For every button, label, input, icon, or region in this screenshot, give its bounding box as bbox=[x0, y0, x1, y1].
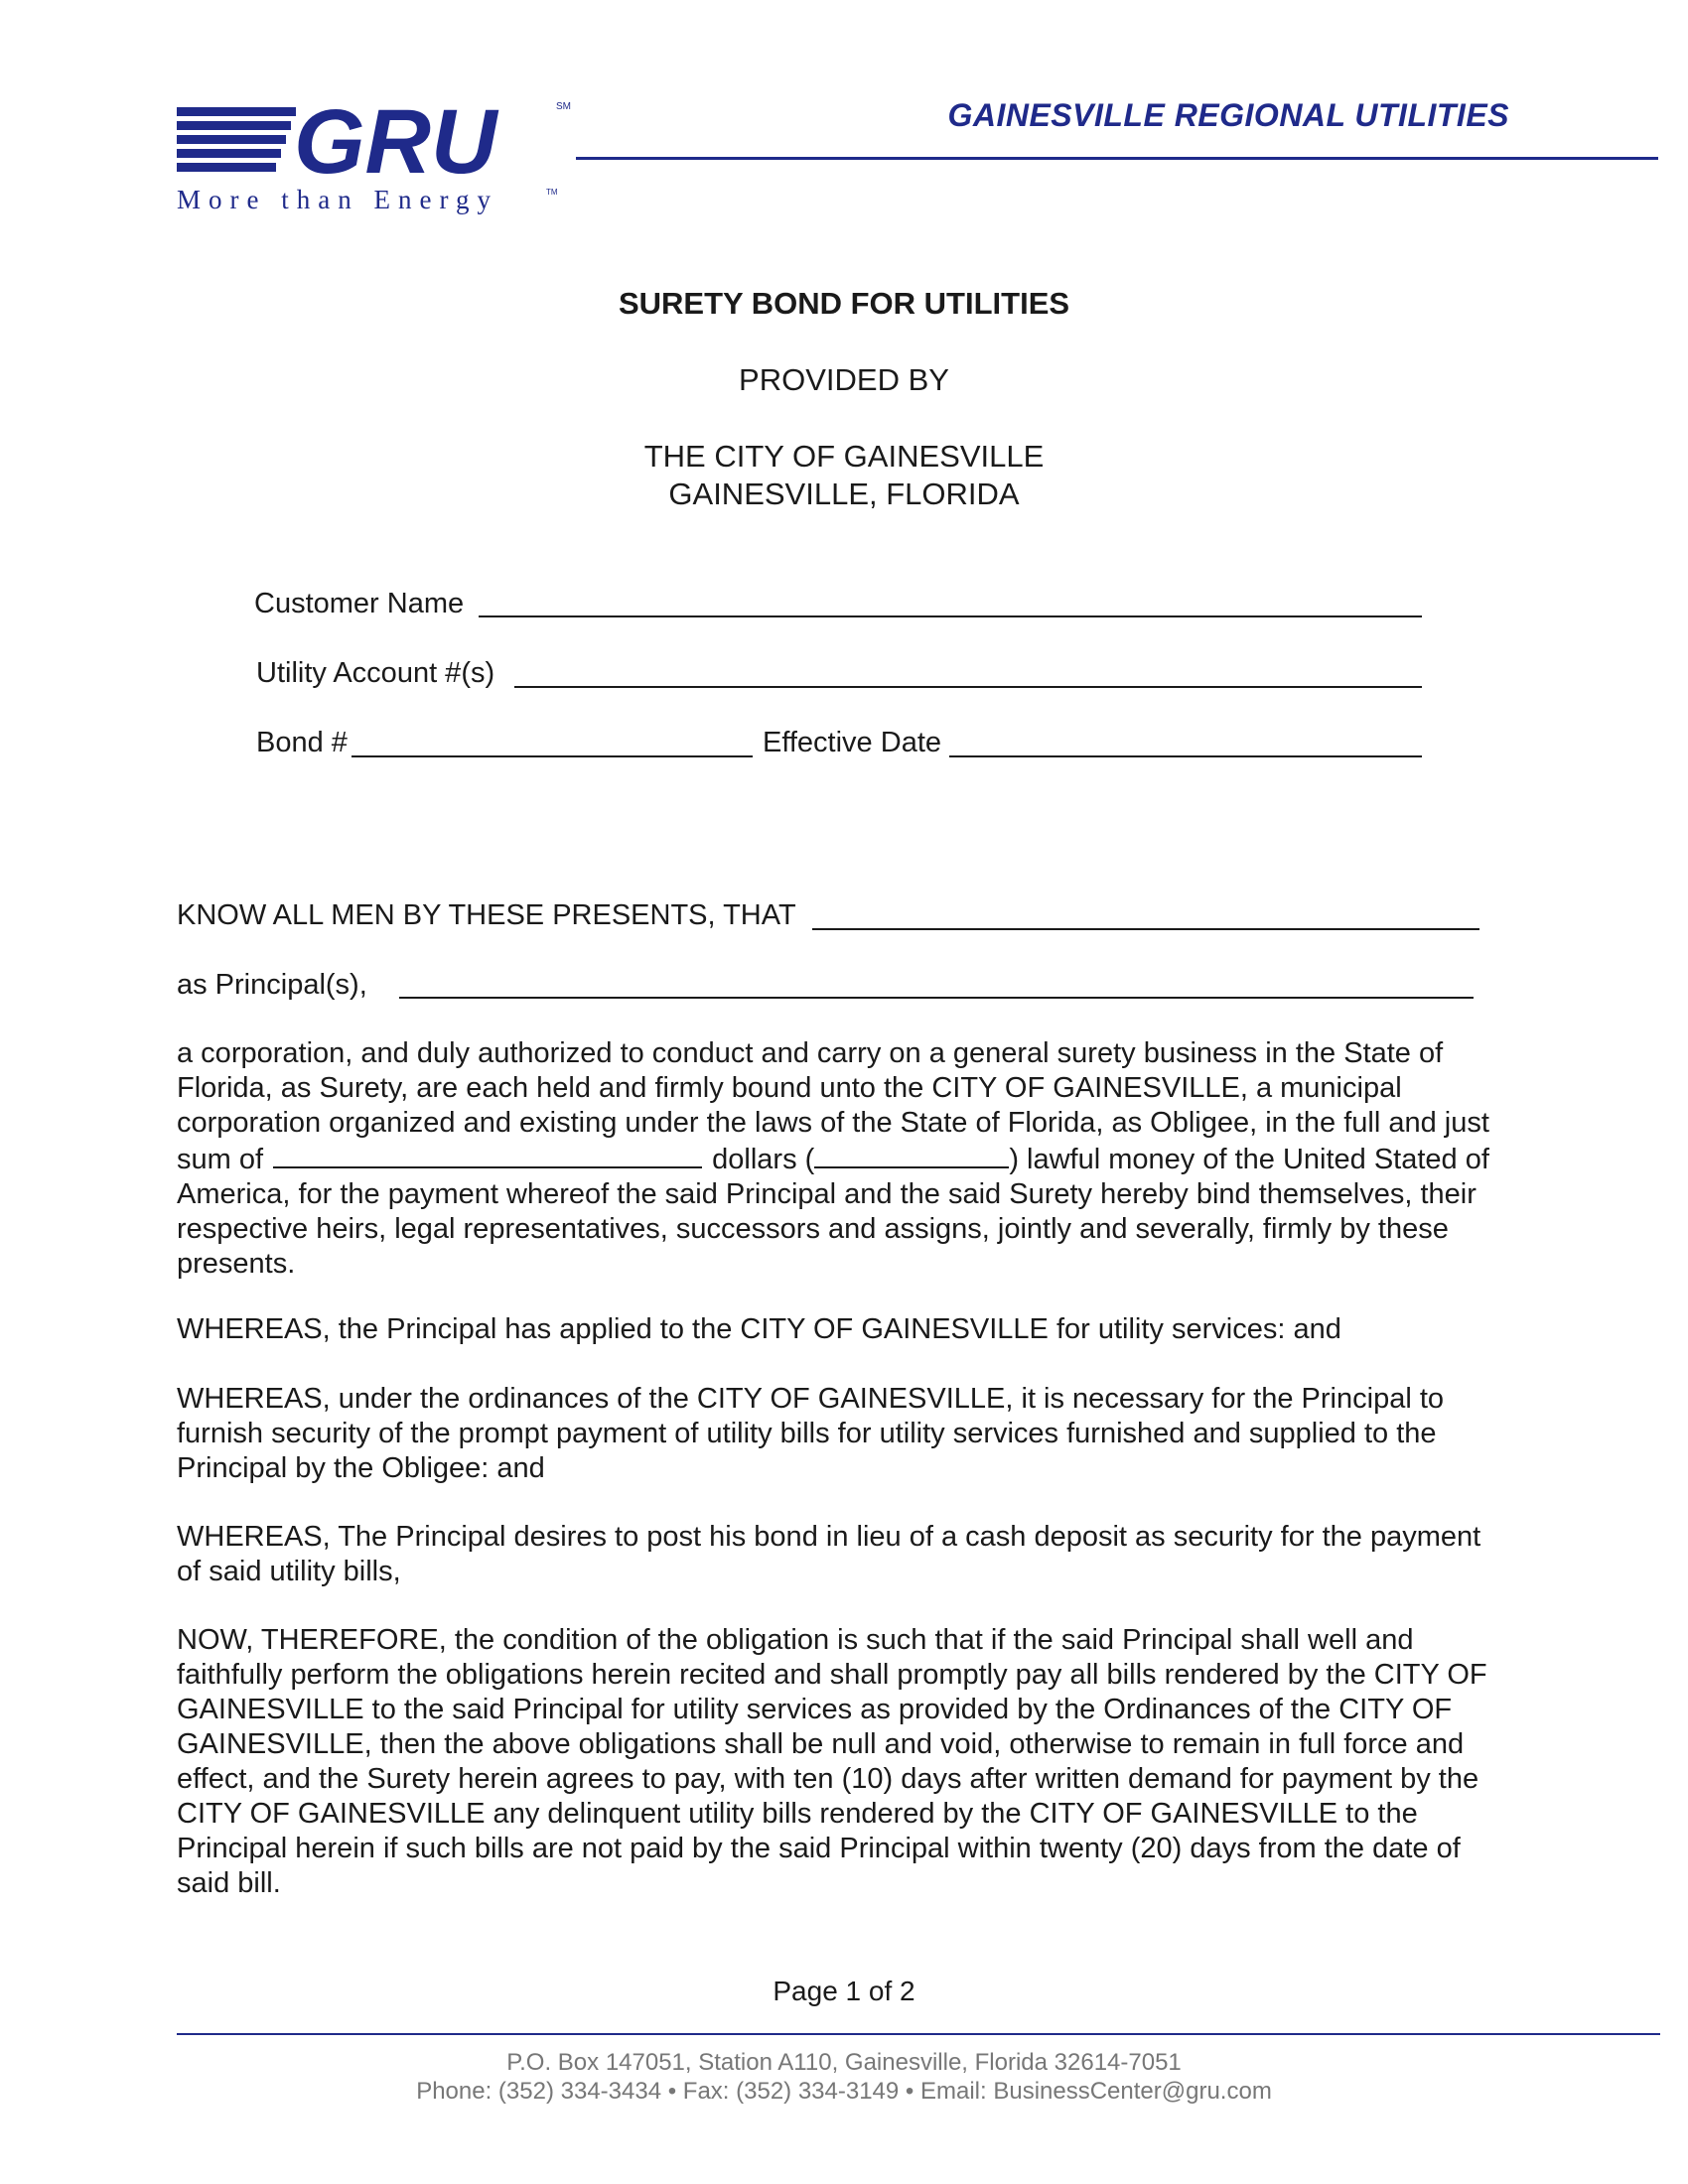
surety-paragraph-part-3: ) lawful money of the United Stated of America, for the payment whereof the said Principal and the said Surety hereby bind themselves, their respective heirs, legal representatives, successors and assigns, jointly and severally, firmly by these presents. bbox=[177, 1144, 1489, 1280]
utility-account-field[interactable] bbox=[514, 686, 1422, 688]
sum-amount-field[interactable] bbox=[814, 1141, 1009, 1168]
city-line-2: GAINESVILLE, FLORIDA bbox=[668, 477, 1020, 511]
footer-contact: Phone: (352) 334-3434 • Fax: (352) 334-3149 • Email: BusinessCenter@gru.com bbox=[416, 2078, 1272, 2105]
header-divider bbox=[576, 157, 1658, 160]
logo-tagline: More than Energy bbox=[177, 185, 498, 214]
page-number: Page 1 of 2 bbox=[773, 1976, 915, 2006]
now-therefore-paragraph: NOW, THEREFORE, the condition of the obligation is such that if the said Principal shall well and faithfully perform the obligations herein recited and shall promptly pay all bills rendered by the CITY OF GAINESVILLE to the said Principal for utility services as provided by the Ordinances of the CITY OF GAINESVILLE, then the above obligations shall be null and void, otherwise to remain in full force and effect, and the Surety herein agrees to pay, with ten (10) days after written demand for payment by the CITY OF GAINESVILLE any delinquent utility bills rendered by the CITY OF GAINESVILLE to the Principal herein if such bills are not paid by the said Principal within twenty (20) days from the date of said bill. bbox=[177, 1624, 1487, 1899]
whereas-paragraph-3: WHEREAS, The Principal desires to post his bond in lieu of a cash deposit as security for the payment of said utility bills, bbox=[177, 1521, 1481, 1587]
as-principal-label: as Principal(s), bbox=[177, 969, 367, 1001]
logo-wordmark: GRU bbox=[294, 99, 497, 193]
bond-number-label: Bond # bbox=[256, 727, 348, 758]
customer-name-label: Customer Name bbox=[254, 588, 465, 619]
sum-words-field[interactable] bbox=[273, 1141, 702, 1168]
logo-service-mark: SM bbox=[556, 101, 571, 112]
gru-logo bbox=[177, 99, 574, 218]
know-all-men-label: KNOW ALL MEN BY THESE PRESENTS, THAT bbox=[177, 899, 796, 931]
city-line-1: THE CITY OF GAINESVILLE bbox=[643, 439, 1045, 474]
surety-paragraph-part-1: a corporation, and duly authorized to conduct and carry on a general surety business in the State of Florida, as Surety, are each held and firmly bound unto the CITY OF GAINESVILLE, a municipal corporation organized and existing under the laws of the State of Florida, as Obligee, in the full and just sum of bbox=[177, 1037, 1489, 1175]
surety-paragraph-part-2: dollars ( bbox=[712, 1144, 815, 1175]
whereas-paragraph-2: WHEREAS, under the ordinances of the CITY OF GAINESVILLE, it is necessary for the Principal to furnish security of the prompt payment of utility bills for utility services furnished and supplied to the Principal by the Obligee: and bbox=[177, 1383, 1445, 1484]
document-title: SURETY BOND FOR UTILITIES bbox=[618, 286, 1070, 321]
provided-by: PROVIDED BY bbox=[739, 362, 949, 397]
footer-divider bbox=[177, 2033, 1660, 2035]
bond-number-field[interactable] bbox=[352, 755, 753, 757]
surety-paragraph bbox=[177, 1036, 1507, 1282]
effective-date-field[interactable] bbox=[949, 755, 1422, 757]
utility-account-label: Utility Account #(s) bbox=[256, 657, 495, 689]
principal-details-field[interactable] bbox=[399, 997, 1474, 999]
footer-address: P.O. Box 147051, Station A110, Gainesville, Florida 32614-7051 bbox=[506, 2049, 1182, 2076]
organization-name: GAINESVILLE REGIONAL UTILITIES bbox=[947, 97, 1509, 133]
effective-date-label: Effective Date bbox=[763, 727, 942, 758]
customer-name-field[interactable] bbox=[479, 615, 1422, 617]
logo-trademark: TM bbox=[546, 188, 558, 197]
whereas-paragraph-1: WHEREAS, the Principal has applied to the CITY OF GAINESVILLE for utility services: and bbox=[177, 1313, 1341, 1345]
principal-name-field[interactable] bbox=[812, 928, 1479, 930]
